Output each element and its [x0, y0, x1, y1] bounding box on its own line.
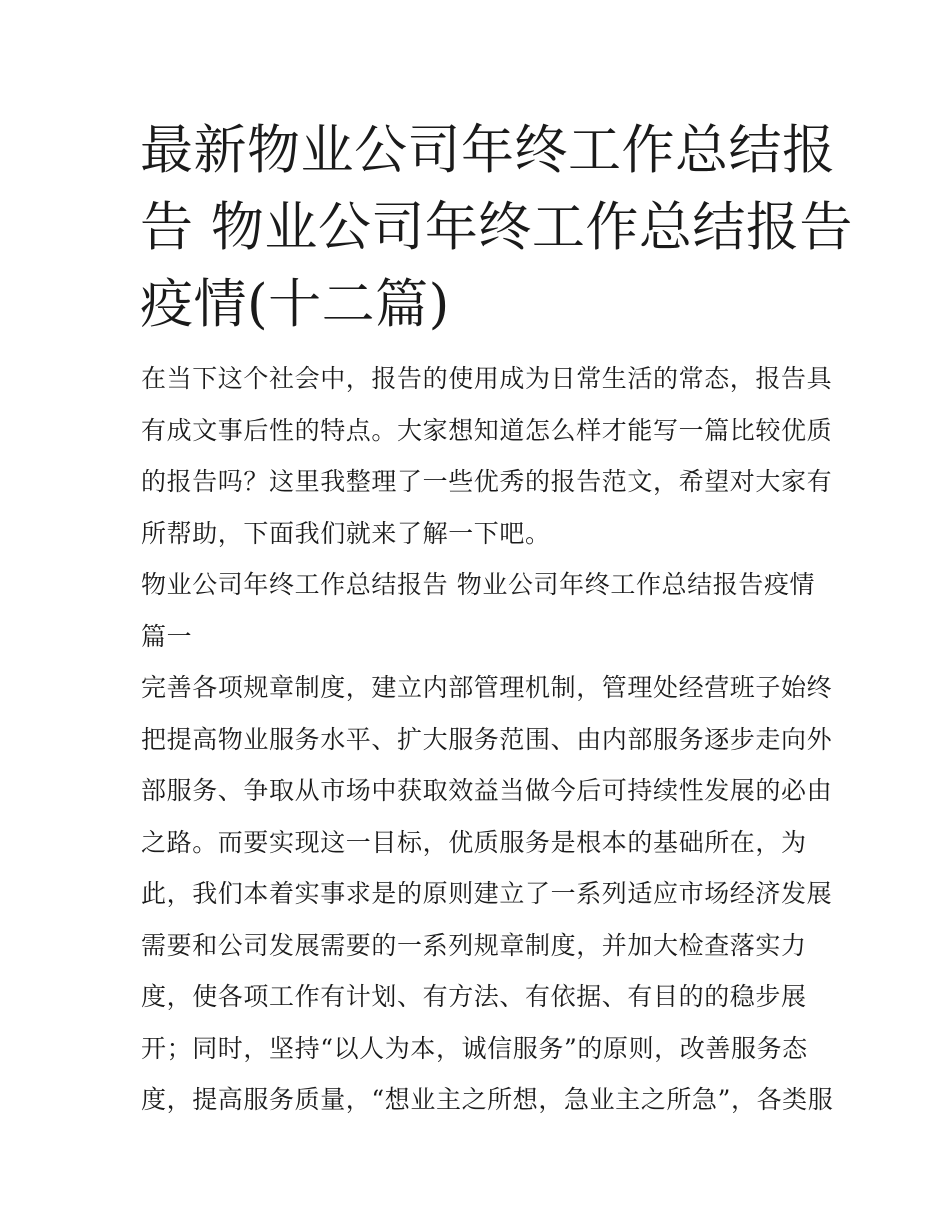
intro-paragraph	[141, 357, 831, 563]
section-line: 度，使各项工作有计划、有方法、有依据、有目的的稳步展	[141, 982, 807, 1011]
title-line: 告 物业公司年终工作总结报告	[140, 197, 853, 258]
document-title	[140, 112, 853, 343]
title-line: 疫情(十二篇)	[140, 274, 450, 335]
section-heading-line: 物业公司年终工作总结报告 物业公司年终工作总结报告疫情	[141, 570, 816, 599]
section-heading	[141, 563, 831, 666]
section-line: 此，我们本着实事求是的原则建立了一系列适应市场经济发展	[141, 879, 833, 908]
section-line: 完善各项规章制度，建立内部管理机制，管理处经营班子始终	[141, 673, 833, 702]
section-heading-line: 篇一	[141, 621, 193, 651]
section-line: 部服务、争取从市场中获取效益当做今后可持续性发展的必由	[141, 776, 833, 805]
section-line: 需要和公司发展需要的一系列规章制度，并加大检查落实力	[141, 930, 807, 960]
intro-line: 的报告吗？这里我整理了一些优秀的报告范文，希望对大家有	[141, 467, 833, 496]
intro-line: 有成文事后性的特点。大家想知道怎么样才能写一篇比较优质	[141, 415, 833, 445]
title-line: 最新物业公司年终工作总结报	[140, 120, 836, 181]
document-body	[141, 357, 834, 1130]
section-paragraph	[141, 666, 834, 1130]
section-line: 开；同时，坚持“以人为本，诚信服务”的原则，改善服务态	[141, 1033, 808, 1063]
section-line: 度，提高服务质量，“想业主之所想，急业主之所急”，各类服	[141, 1085, 834, 1114]
intro-line: 所帮助，下面我们就来了解一下吧。	[141, 518, 551, 548]
intro-line: 在当下这个社会中，报告的使用成为日常生活的常态，报告具	[141, 364, 833, 393]
section-line: 之路。而要实现这一目标，优质服务是根本的基础所在，为	[141, 827, 807, 857]
section-line: 把提高物业服务水平、扩大服务范围、由内部服务逐步走向外	[141, 724, 833, 754]
